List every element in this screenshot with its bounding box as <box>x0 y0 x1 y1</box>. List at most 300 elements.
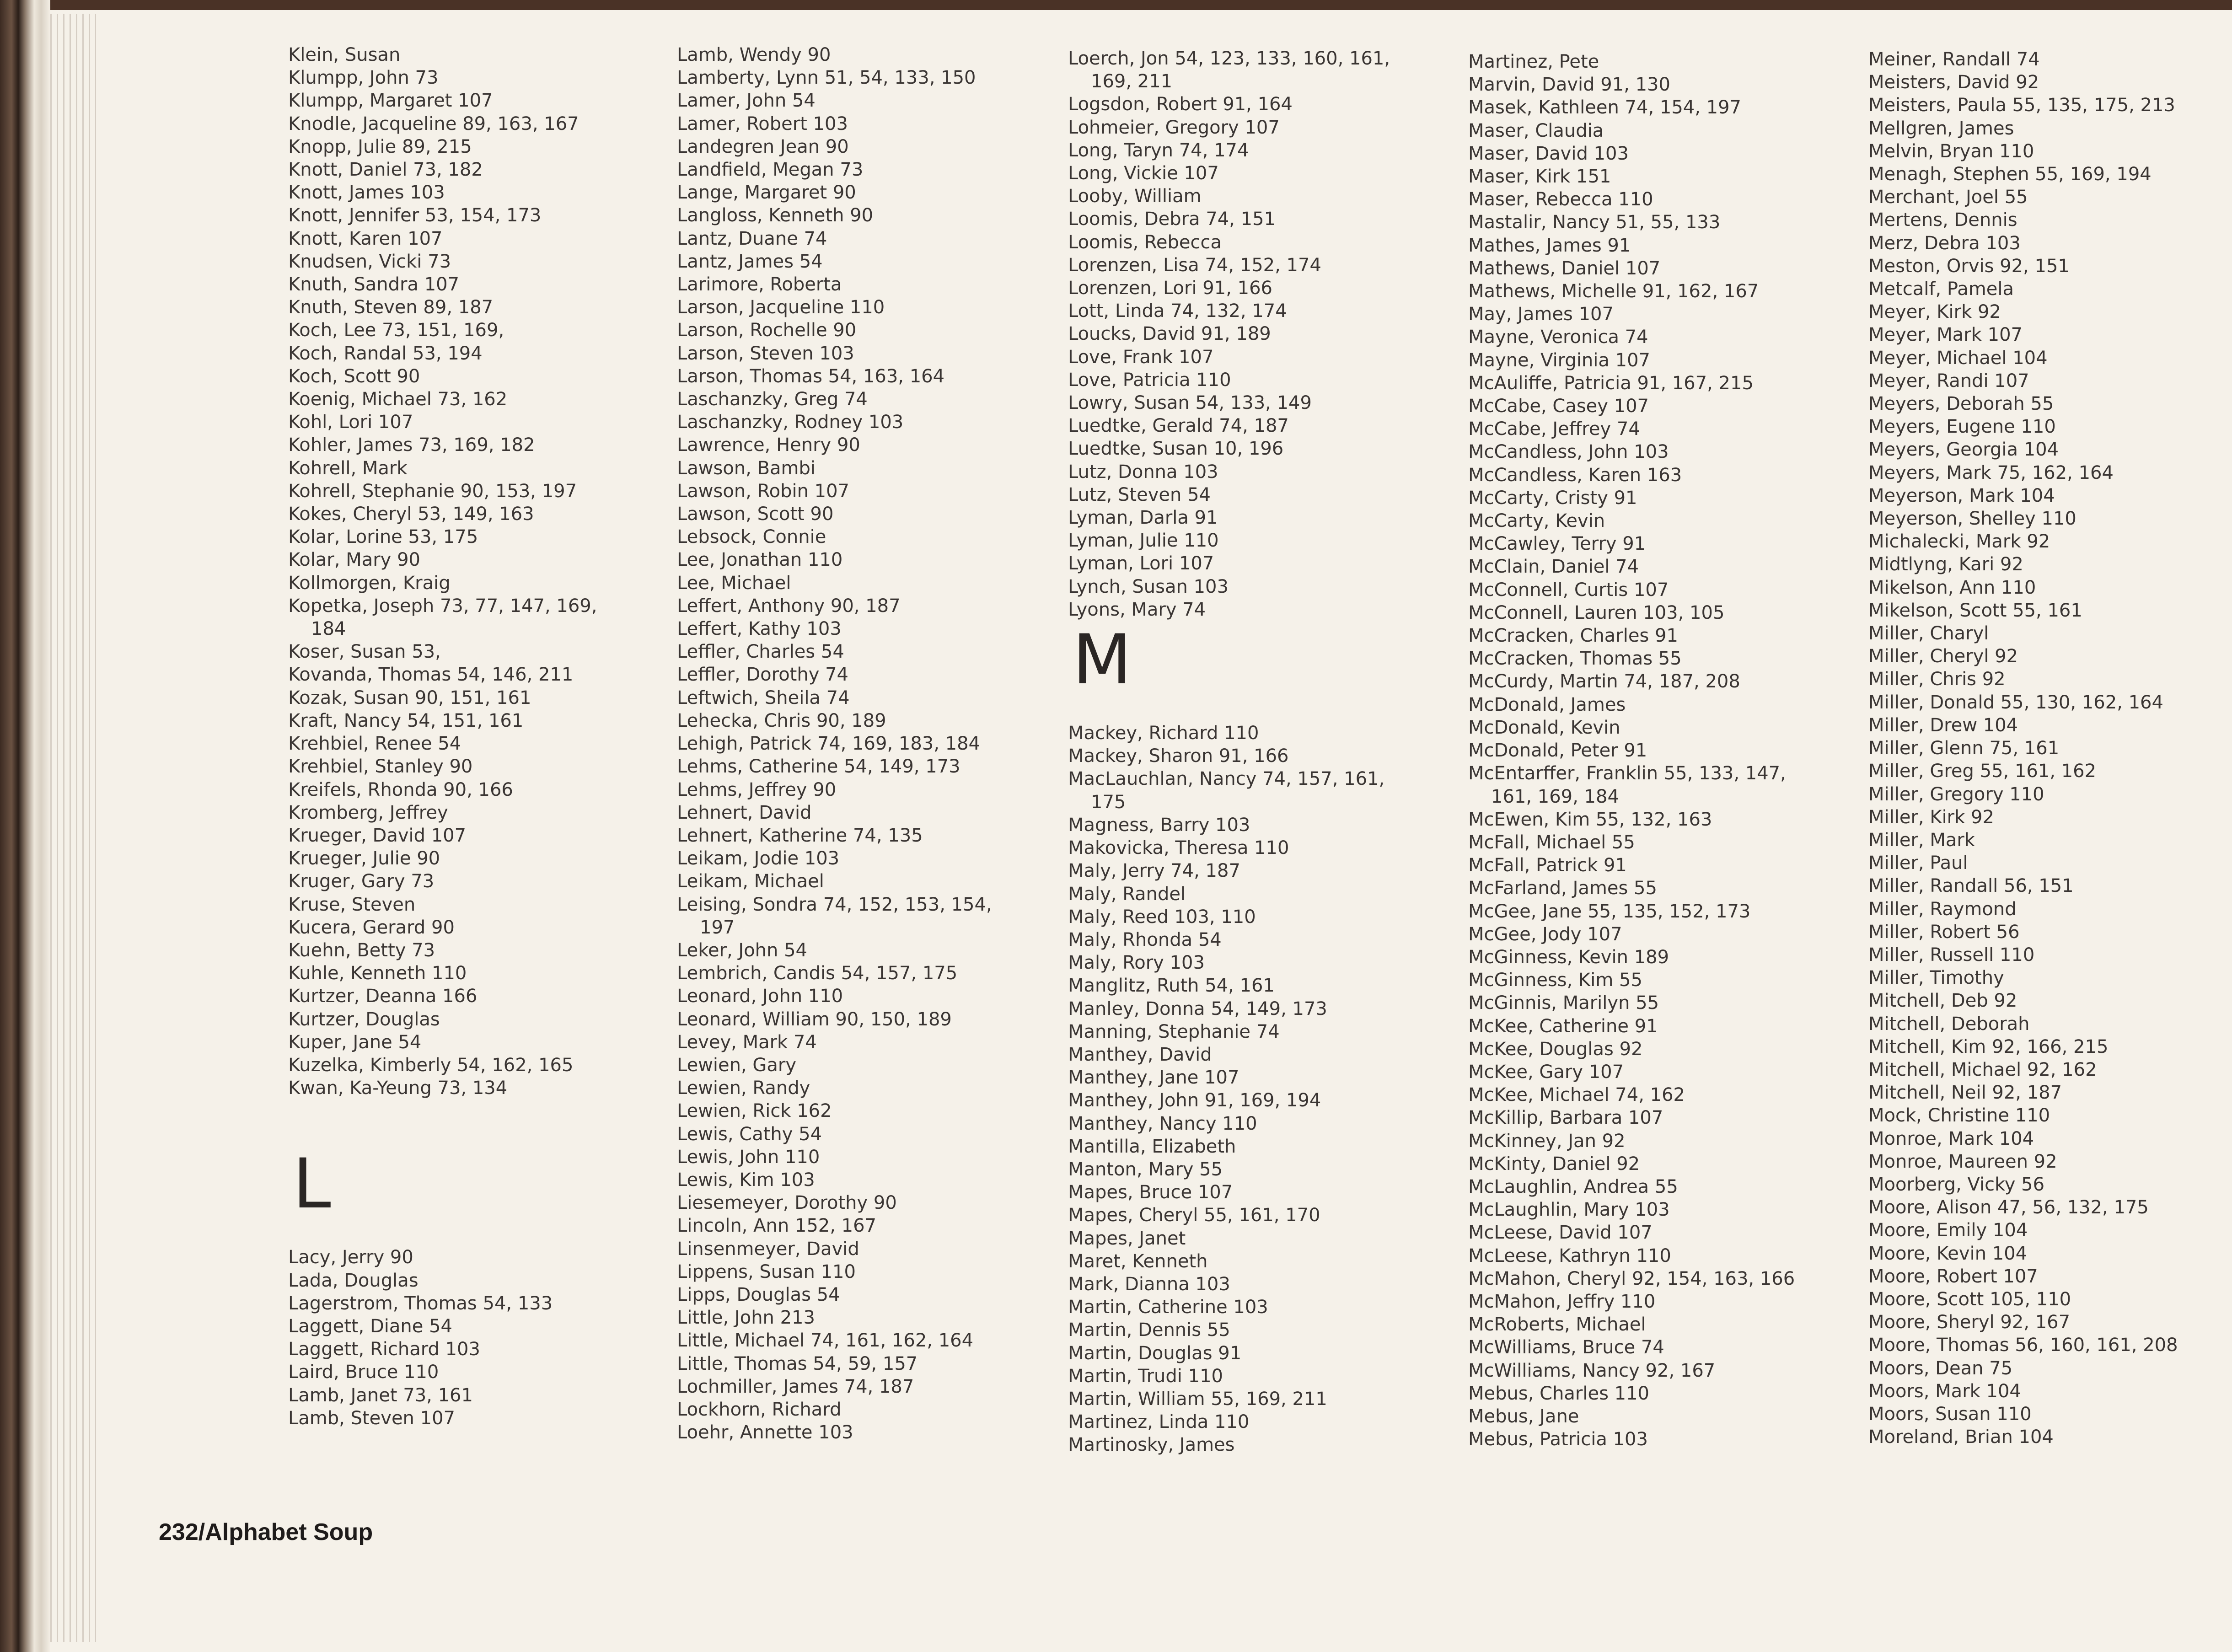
index-entry: McEntarffer, Franklin 55, 133, 147, <box>1468 763 1786 784</box>
index-entry: McGinnis, Marilyn 55 <box>1468 992 1659 1014</box>
index-entry: Lembrich, Candis 54, 157, 175 <box>677 963 958 984</box>
index-entry: Meyer, Kirk 92 <box>1868 301 2001 323</box>
index-entry: Kohrell, Mark <box>288 457 408 479</box>
index-entry: Kozak, Susan 90, 151, 161 <box>288 687 531 708</box>
index-entry: McKillip, Barbara 107 <box>1468 1107 1663 1129</box>
index-entry: Kohl, Lori 107 <box>288 412 413 433</box>
index-entry: Moore, Thomas 56, 160, 161, 208 <box>1868 1335 2178 1356</box>
index-entry: McCabe, Casey 107 <box>1468 396 1649 417</box>
index-entry: Lamer, Robert 103 <box>677 113 848 134</box>
index-entry: McGinness, Kim 55 <box>1468 970 1642 991</box>
index-entry: Lehigh, Patrick 74, 169, 183, 184 <box>677 733 981 755</box>
index-entry: Lohmeier, Gregory 107 <box>1068 117 1280 138</box>
index-entry: Krueger, David 107 <box>288 825 467 846</box>
index-entry: Lewien, Randy <box>677 1078 810 1099</box>
index-entry: Michalecki, Mark 92 <box>1868 531 2050 552</box>
index-entry: Masek, Kathleen 74, 154, 197 <box>1468 97 1741 118</box>
index-entry: Larson, Steven 103 <box>677 343 854 364</box>
index-entry: Meisters, Paula 55, 135, 175, 213 <box>1868 95 2175 116</box>
index-entry: Kollmorgen, Kraig <box>288 572 451 594</box>
index-entry: Moors, Mark 104 <box>1868 1380 2021 1402</box>
index-entry: Miller, Glenn 75, 161 <box>1868 738 2060 759</box>
index-entry: Kwan, Ka-Yeung 73, 134 <box>288 1078 508 1099</box>
index-entry: Mapes, Janet <box>1068 1228 1186 1249</box>
index-entry: McGee, Jody 107 <box>1468 923 1622 945</box>
index-entry: Larson, Jacqueline 110 <box>677 297 885 318</box>
index-entry: Martinosky, James <box>1068 1434 1235 1456</box>
index-entry: Lewien, Rick 162 <box>677 1100 832 1122</box>
index-entry: Loomis, Rebecca <box>1068 231 1222 253</box>
index-entry: Mackey, Richard 110 <box>1068 723 1259 744</box>
index-entry: Lacy, Jerry 90 <box>288 1247 413 1268</box>
index-entry: Larson, Thomas 54, 163, 164 <box>677 365 945 387</box>
index-entry: Meyers, Georgia 104 <box>1868 439 2059 461</box>
index-entry: Mayne, Virginia 107 <box>1468 349 1650 371</box>
index-entry: Loerch, Jon 54, 123, 133, 160, 161, <box>1068 48 1390 69</box>
index-entry: Lehnert, Katherine 74, 135 <box>677 825 923 846</box>
index-entry: Langloss, Kenneth 90 <box>677 205 874 226</box>
index-entry: Moreland, Brian 104 <box>1868 1427 2054 1448</box>
index-entry: Lee, Jonathan 110 <box>677 549 843 571</box>
index-entry: Luedtke, Gerald 74, 187 <box>1068 415 1289 437</box>
index-entry: Mertens, Dennis <box>1868 209 2017 231</box>
index-entry: Miller, Cheryl 92 <box>1868 646 2018 667</box>
index-entry: Kromberg, Jeffrey <box>288 802 448 823</box>
index-entry: Manthey, Nancy 110 <box>1068 1113 1257 1134</box>
index-entry: Lehecka, Chris 90, 189 <box>677 710 886 731</box>
index-entry: McMahon, Cheryl 92, 154, 163, 166 <box>1468 1268 1795 1289</box>
index-entry: Knott, Karen 107 <box>288 228 443 249</box>
index-entry: Lehms, Catherine 54, 149, 173 <box>677 756 960 778</box>
index-entry: Mock, Christine 110 <box>1868 1105 2050 1126</box>
index-entry: Larson, Rochelle 90 <box>677 320 857 341</box>
index-entry: Merchant, Joel 55 <box>1868 187 2028 208</box>
index-entry: McKinney, Jan 92 <box>1468 1130 1626 1152</box>
index-entry: McCracken, Charles 91 <box>1468 625 1678 647</box>
index-entry: Knuth, Steven 89, 187 <box>288 297 494 318</box>
index-entry: Mitchell, Deb 92 <box>1868 990 2017 1012</box>
index-entry: Knott, James 103 <box>288 182 445 204</box>
index-entry: Miller, Timothy <box>1868 967 2004 989</box>
index-entry: Kuzelka, Kimberly 54, 162, 165 <box>288 1054 574 1076</box>
index-entry: Loomis, Debra 74, 151 <box>1068 209 1276 230</box>
index-entry: Kruger, Gary 73 <box>288 871 435 892</box>
index-entry: Mathes, James 91 <box>1468 235 1631 256</box>
index-entry: Lagerstrom, Thomas 54, 133 <box>288 1293 553 1314</box>
index-entry: Manthey, John 91, 169, 194 <box>1068 1090 1321 1111</box>
index-entry: Koser, Susan 53, <box>288 641 441 663</box>
index-entry: Menagh, Stephen 55, 169, 194 <box>1868 164 2152 185</box>
index-entry: Merz, Debra 103 <box>1868 232 2021 254</box>
index-entry: McRoberts, Michael <box>1468 1314 1646 1336</box>
index-entry: Kokes, Cheryl 53, 149, 163 <box>288 504 534 525</box>
index-entry: Mapes, Bruce 107 <box>1068 1182 1233 1203</box>
index-entry: Long, Taryn 74, 174 <box>1068 139 1249 161</box>
index-entry: Maser, David 103 <box>1468 143 1629 164</box>
index-entry: McConnell, Lauren 103, 105 <box>1468 602 1725 623</box>
index-entry: Lyman, Julie 110 <box>1068 530 1219 552</box>
index-entry: McAuliffe, Patricia 91, 167, 215 <box>1468 372 1754 394</box>
index-entry: Mathews, Daniel 107 <box>1468 257 1661 279</box>
index-entry: Mantilla, Elizabeth <box>1068 1136 1236 1157</box>
index-entry: Maser, Rebecca 110 <box>1468 189 1653 210</box>
index-column-1 <box>288 43 686 1430</box>
index-entry: Liesemeyer, Dorothy 90 <box>677 1192 897 1214</box>
index-entry: Krehbiel, Stanley 90 <box>288 756 473 778</box>
index-entry: Knopp, Julie 89, 215 <box>288 136 472 157</box>
index-entry: Lynch, Susan 103 <box>1068 576 1229 597</box>
index-entry: Maly, Rory 103 <box>1068 952 1205 974</box>
index-entry: Meyers, Mark 75, 162, 164 <box>1868 462 2114 483</box>
index-entry: Martin, Douglas 91 <box>1068 1342 1242 1364</box>
index-entry: Miller, Gregory 110 <box>1868 783 2044 805</box>
index-entry: Lyons, Mary 74 <box>1068 599 1206 620</box>
index-entry: Kurtzer, Douglas <box>288 1008 440 1030</box>
index-entry: Lawson, Robin 107 <box>677 480 849 502</box>
index-entry: McFarland, James 55 <box>1468 878 1657 899</box>
index-entry: Leising, Sondra 74, 152, 153, 154, <box>677 894 992 915</box>
index-entry: Meyer, Randi 107 <box>1868 370 2029 392</box>
index-entry: Lewis, Cathy 54 <box>677 1123 822 1145</box>
index-entry: Klein, Susan <box>288 44 401 65</box>
index-entry: Klumpp, John 73 <box>288 67 439 89</box>
index-entry: Maser, Claudia <box>1468 120 1604 141</box>
index-entry: McWilliams, Nancy 92, 167 <box>1468 1360 1716 1381</box>
index-entry: Meyers, Deborah 55 <box>1868 393 2054 415</box>
index-entry: Kruse, Steven <box>288 894 416 915</box>
index-entry: Leonard, John 110 <box>677 986 843 1007</box>
index-entry: MacLauchlan, Nancy 74, 157, 161, <box>1068 768 1385 790</box>
spacer <box>1068 699 1466 722</box>
page-edges <box>50 14 96 1642</box>
index-entry: Loucks, David 91, 189 <box>1068 323 1271 345</box>
index-entry: Kurtzer, Deanna 166 <box>288 986 478 1007</box>
index-entry: Manglitz, Ruth 54, 161 <box>1068 975 1275 997</box>
index-entry: Moore, Kevin 104 <box>1868 1243 2028 1264</box>
index-entry: Miller, Mark <box>1868 829 1975 851</box>
index-entry: Love, Frank 107 <box>1068 346 1214 368</box>
index-entry: Lawson, Scott 90 <box>677 504 834 525</box>
index-entry: Little, John 213 <box>677 1307 815 1329</box>
index-entry: Meyer, Michael 104 <box>1868 347 2048 369</box>
index-entry: Krehbiel, Renee 54 <box>288 733 461 755</box>
index-entry: McConnell, Curtis 107 <box>1468 579 1669 601</box>
index-entry: Leker, John 54 <box>677 939 807 961</box>
index-entry: McCawley, Terry 91 <box>1468 533 1646 555</box>
index-entry: McCandless, Karen 163 <box>1468 464 1682 486</box>
index-entry: Miller, Randall 56, 151 <box>1868 875 2074 897</box>
index-entry: Laschanzky, Greg 74 <box>677 389 868 410</box>
index-entry: Leikam, Jodie 103 <box>677 848 840 869</box>
index-entry: Meston, Orvis 92, 151 <box>1868 255 2070 277</box>
index-entry: Moors, Susan 110 <box>1868 1403 2032 1425</box>
index-entry: Lincoln, Ann 152, 167 <box>677 1215 877 1237</box>
index-entry: McCracken, Thomas 55 <box>1468 648 1682 670</box>
index-entry: Kolar, Mary 90 <box>288 549 420 571</box>
index-entry: McLaughlin, Andrea 55 <box>1468 1176 1678 1197</box>
index-entry: Martin, William 55, 169, 211 <box>1068 1388 1327 1410</box>
index-entry: Mayne, Veronica 74 <box>1468 327 1648 348</box>
index-entry: Miller, Robert 56 <box>1868 921 2020 943</box>
index-entry: Martinez, Linda 110 <box>1068 1411 1250 1433</box>
index-entry: Leikam, Michael <box>677 871 824 892</box>
index-entry: Maly, Rhonda 54 <box>1068 929 1222 950</box>
index-entry: Mark, Dianna 103 <box>1068 1273 1230 1295</box>
index-entry: Knuth, Sandra 107 <box>288 274 460 295</box>
index-entry: Lott, Linda 74, 132, 174 <box>1068 300 1287 322</box>
index-entry: McFall, Michael 55 <box>1468 831 1635 853</box>
index-entry: Manthey, David <box>1068 1044 1212 1065</box>
index-entry: Krueger, Julie 90 <box>288 848 440 869</box>
index-entry: Leonard, William 90, 150, 189 <box>677 1008 952 1030</box>
index-entry: Lehms, Jeffrey 90 <box>677 779 837 800</box>
index-column-5 <box>1868 48 2232 1448</box>
index-entry: Luedtke, Susan 10, 196 <box>1068 438 1284 460</box>
index-entry: Lewien, Gary <box>677 1054 797 1076</box>
index-entry: Makovicka, Theresa 110 <box>1068 837 1289 859</box>
index-entry: Landegren Jean 90 <box>677 136 849 157</box>
index-entry: McWilliams, Bruce 74 <box>1468 1337 1664 1358</box>
index-entry: Lawson, Bambi <box>677 457 816 479</box>
index-entry: Lipps, Douglas 54 <box>677 1284 840 1305</box>
index-entry: Lutz, Steven 54 <box>1068 484 1211 505</box>
index-entry: May, James 107 <box>1468 304 1614 325</box>
index-entry: Lockhorn, Richard <box>677 1399 842 1420</box>
index-entry: Kohler, James 73, 169, 182 <box>288 434 535 456</box>
index-entry: Moore, Emily 104 <box>1868 1220 2028 1241</box>
index-entry: Kuehn, Betty 73 <box>288 939 435 961</box>
index-entry: Kovanda, Thomas 54, 146, 211 <box>288 664 574 686</box>
index-entry: Knott, Daniel 73, 182 <box>288 159 483 181</box>
index-entry: Meyerson, Shelley 110 <box>1868 508 2076 530</box>
index-entry: Moore, Scott 105, 110 <box>1868 1288 2071 1310</box>
index-entry: Maret, Kenneth <box>1068 1250 1208 1272</box>
index-entry: Martin, Dennis 55 <box>1068 1319 1230 1341</box>
index-entry: Lyman, Lori 107 <box>1068 553 1214 574</box>
spacer <box>288 1100 686 1145</box>
index-entry: Manning, Stephanie 74 <box>1068 1021 1280 1042</box>
index-entry: Midtlyng, Kari 92 <box>1868 554 2023 575</box>
index-entry: Kohrell, Stephanie 90, 153, 197 <box>288 480 577 502</box>
index-entry: Meisters, David 92 <box>1868 72 2039 93</box>
index-entry: Koch, Scott 90 <box>288 365 420 387</box>
index-entry: Mitchell, Neil 92, 187 <box>1868 1082 2062 1104</box>
index-entry: Manthey, Jane 107 <box>1068 1067 1239 1089</box>
index-entry: Lawrence, Henry 90 <box>677 434 860 456</box>
index-entry: McKee, Catherine 91 <box>1468 1015 1658 1037</box>
index-entry: McKee, Douglas 92 <box>1468 1038 1643 1060</box>
index-column-2 <box>677 43 1075 1444</box>
index-entry: McDonald, James <box>1468 694 1626 715</box>
index-entry: McCabe, Jeffrey 74 <box>1468 418 1640 440</box>
index-entry: McKee, Gary 107 <box>1468 1061 1624 1083</box>
index-entry: Love, Patricia 110 <box>1068 369 1231 391</box>
index-entry: McMahon, Jeffry 110 <box>1468 1291 1656 1312</box>
index-entry: Moorberg, Vicky 56 <box>1868 1174 2045 1195</box>
index-entry: Moors, Dean 75 <box>1868 1357 2013 1379</box>
index-entry: Mebus, Patricia 103 <box>1468 1429 1648 1450</box>
index-entry: Maly, Randel <box>1068 883 1186 905</box>
index-entry: McLeese, David 107 <box>1468 1222 1653 1244</box>
index-entry: Laird, Bruce 110 <box>288 1362 439 1383</box>
index-entry: Manley, Donna 54, 149, 173 <box>1068 998 1327 1019</box>
index-entry: Laggett, Diane 54 <box>288 1315 452 1337</box>
index-entry: McDonald, Kevin <box>1468 717 1620 738</box>
index-entry: Kucera, Gerard 90 <box>288 917 455 938</box>
index-entry: Miller, Chris 92 <box>1868 669 2006 690</box>
index-entry: Little, Thomas 54, 59, 157 <box>677 1353 918 1374</box>
index-entry: Lowry, Susan 54, 133, 149 <box>1068 392 1312 414</box>
index-entry: Lada, Douglas <box>288 1270 418 1291</box>
index-entry: Meiner, Randall 74 <box>1868 49 2040 70</box>
index-entry: McLeese, Kathryn 110 <box>1468 1245 1671 1266</box>
index-entry: Mebus, Jane <box>1468 1405 1579 1427</box>
spacer <box>288 1223 686 1246</box>
index-entry: Leffert, Anthony 90, 187 <box>677 595 901 617</box>
index-entry: Lamberty, Lynn 51, 54, 133, 150 <box>677 67 976 89</box>
index-entry-continuation: 197 <box>700 917 735 938</box>
index-entry: Leffler, Dorothy 74 <box>677 664 848 686</box>
index-entry: Mitchell, Deborah <box>1868 1013 2030 1035</box>
index-entry: Moore, Robert 107 <box>1868 1266 2038 1287</box>
index-entry: Magness, Barry 103 <box>1068 814 1250 836</box>
index-entry: Lee, Michael <box>677 572 791 594</box>
index-entry: Monroe, Mark 104 <box>1868 1128 2034 1149</box>
index-entry: Meyer, Mark 107 <box>1868 324 2023 346</box>
index-entry: McDonald, Peter 91 <box>1468 740 1647 762</box>
index-entry: Leffert, Kathy 103 <box>677 618 842 640</box>
index-entry: Klumpp, Margaret 107 <box>288 90 493 112</box>
index-entry: Knudsen, Vicki 73 <box>288 251 451 272</box>
index-entry: Landfield, Megan 73 <box>677 159 864 181</box>
index-entry: Lehnert, David <box>677 802 812 823</box>
index-entry: Leftwich, Sheila 74 <box>677 687 850 708</box>
index-entry: Leffler, Charles 54 <box>677 641 844 663</box>
page-footer: 232/Alphabet Soup <box>159 1519 373 1545</box>
index-entry: Mikelson, Scott 55, 161 <box>1868 600 2082 621</box>
index-entry: Miller, Kirk 92 <box>1868 806 1994 828</box>
index-entry: Koch, Randal 53, 194 <box>288 343 483 364</box>
index-entry: Lewis, Kim 103 <box>677 1169 815 1191</box>
index-entry: Lebsock, Connie <box>677 526 826 548</box>
index-entry: Mastalir, Nancy 51, 55, 133 <box>1468 212 1721 233</box>
index-entry: Metcalf, Pamela <box>1868 279 2014 300</box>
index-entry: Maly, Reed 103, 110 <box>1068 906 1256 928</box>
index-entry: McClain, Daniel 74 <box>1468 556 1639 578</box>
index-entry: Mackey, Sharon 91, 166 <box>1068 746 1289 767</box>
index-entry: McGee, Jane 55, 135, 152, 173 <box>1468 901 1751 922</box>
index-entry: McKinty, Daniel 92 <box>1468 1153 1640 1175</box>
index-entry: Mathews, Michelle 91, 162, 167 <box>1468 281 1759 302</box>
index-entry: Marvin, David 91, 130 <box>1468 74 1670 96</box>
index-entry: Lantz, Duane 74 <box>677 228 827 249</box>
index-entry: Lorenzen, Lori 91, 166 <box>1068 278 1272 299</box>
index-entry: Lamb, Janet 73, 161 <box>288 1384 473 1406</box>
index-entry-continuation: 184 <box>311 618 346 640</box>
index-entry: Levey, Mark 74 <box>677 1031 817 1053</box>
index-entry: Lutz, Donna 103 <box>1068 461 1218 483</box>
index-entry: Miller, Charyl <box>1868 623 1989 644</box>
index-entry: Mitchell, Michael 92, 162 <box>1868 1059 2097 1080</box>
index-entry: Lange, Margaret 90 <box>677 182 856 204</box>
index-entry: Mitchell, Kim 92, 166, 215 <box>1868 1036 2109 1057</box>
index-entry: Monroe, Maureen 92 <box>1868 1151 2057 1172</box>
index-entry: Knodle, Jacqueline 89, 163, 167 <box>288 113 579 134</box>
index-entry-continuation: 169, 211 <box>1091 71 1173 92</box>
index-entry: Martinez, Pete <box>1468 51 1599 72</box>
index-entry: Kraft, Nancy 54, 151, 161 <box>288 710 524 731</box>
index-entry: Meyerson, Mark 104 <box>1868 485 2055 506</box>
section-letter: M <box>1073 620 1132 700</box>
index-entry: McFall, Patrick 91 <box>1468 855 1627 876</box>
index-entry: Miller, Russell 110 <box>1868 944 2035 965</box>
index-entry: McKee, Michael 74, 162 <box>1468 1084 1685 1106</box>
index-entry: Kuhle, Kenneth 110 <box>288 963 467 984</box>
index-entry: Larimore, Roberta <box>677 274 842 295</box>
index-entry: Lamer, John 54 <box>677 90 816 112</box>
index-entry: McCarty, Kevin <box>1468 510 1605 532</box>
section-letter: L <box>293 1144 331 1224</box>
index-entry: Miller, Donald 55, 130, 162, 164 <box>1868 692 2163 713</box>
index-entry: Maly, Jerry 74, 187 <box>1068 860 1240 882</box>
index-entry: McEwen, Kim 55, 132, 163 <box>1468 809 1712 830</box>
index-column-4 <box>1468 50 1866 1451</box>
index-entry: Lantz, James 54 <box>677 251 823 272</box>
index-entry: Lewis, John 110 <box>677 1146 820 1168</box>
index-entry: McGinness, Kevin 189 <box>1468 946 1669 968</box>
index-entry: Lorenzen, Lisa 74, 152, 174 <box>1068 254 1321 276</box>
index-entry: Martin, Trudi 110 <box>1068 1365 1223 1387</box>
index-entry: Knott, Jennifer 53, 154, 173 <box>288 205 542 226</box>
index-entry: Linsenmeyer, David <box>677 1238 859 1260</box>
index-entry: Moore, Alison 47, 56, 132, 175 <box>1868 1197 2149 1218</box>
index-entry: Looby, William <box>1068 186 1202 207</box>
index-entry: Lamb, Wendy 90 <box>677 44 831 65</box>
index-entry: McCandless, John 103 <box>1468 441 1669 463</box>
index-entry: McLaughlin, Mary 103 <box>1468 1199 1670 1221</box>
index-entry: Little, Michael 74, 161, 162, 164 <box>677 1330 974 1352</box>
index-entry: Loehr, Annette 103 <box>677 1422 853 1443</box>
index-entry: Lippens, Susan 110 <box>677 1261 856 1282</box>
index-entry: Meyers, Eugene 110 <box>1868 416 2056 438</box>
index-entry: Laggett, Richard 103 <box>288 1339 480 1360</box>
index-entry: Lamb, Steven 107 <box>288 1407 455 1429</box>
index-entry: Laschanzky, Rodney 103 <box>677 412 904 433</box>
index-entry: Martin, Catherine 103 <box>1068 1297 1268 1318</box>
index-entry: McCurdy, Martin 74, 187, 208 <box>1468 671 1740 692</box>
index-entry: Kreifels, Rhonda 90, 166 <box>288 779 513 800</box>
book-binding <box>0 0 50 1652</box>
index-entry: Mikelson, Ann 110 <box>1868 577 2036 598</box>
index-entry-continuation: 161, 169, 184 <box>1491 786 1619 807</box>
index-entry: Mebus, Charles 110 <box>1468 1383 1649 1404</box>
index-entry: Melvin, Bryan 110 <box>1868 140 2034 162</box>
index-entry-continuation: 175 <box>1091 791 1126 813</box>
index-entry: Moore, Sheryl 92, 167 <box>1868 1312 2071 1333</box>
index-entry: Miller, Paul <box>1868 853 1968 874</box>
index-entry: Kopetka, Joseph 73, 77, 147, 169, <box>288 595 597 617</box>
index-entry: Miller, Drew 104 <box>1868 714 2018 736</box>
index-entry: Koch, Lee 73, 151, 169, <box>288 320 504 341</box>
index-entry: Long, Vickie 107 <box>1068 163 1219 184</box>
index-entry: Mellgren, James <box>1868 118 2014 139</box>
index-entry: McCarty, Cristy 91 <box>1468 487 1637 509</box>
index-entry: Maser, Kirk 151 <box>1468 166 1611 188</box>
index-entry: Manton, Mary 55 <box>1068 1159 1223 1180</box>
index-column-3 <box>1068 47 1466 1457</box>
index-entry: Kolar, Lorine 53, 175 <box>288 526 478 548</box>
index-entry: Koenig, Michael 73, 162 <box>288 389 508 410</box>
